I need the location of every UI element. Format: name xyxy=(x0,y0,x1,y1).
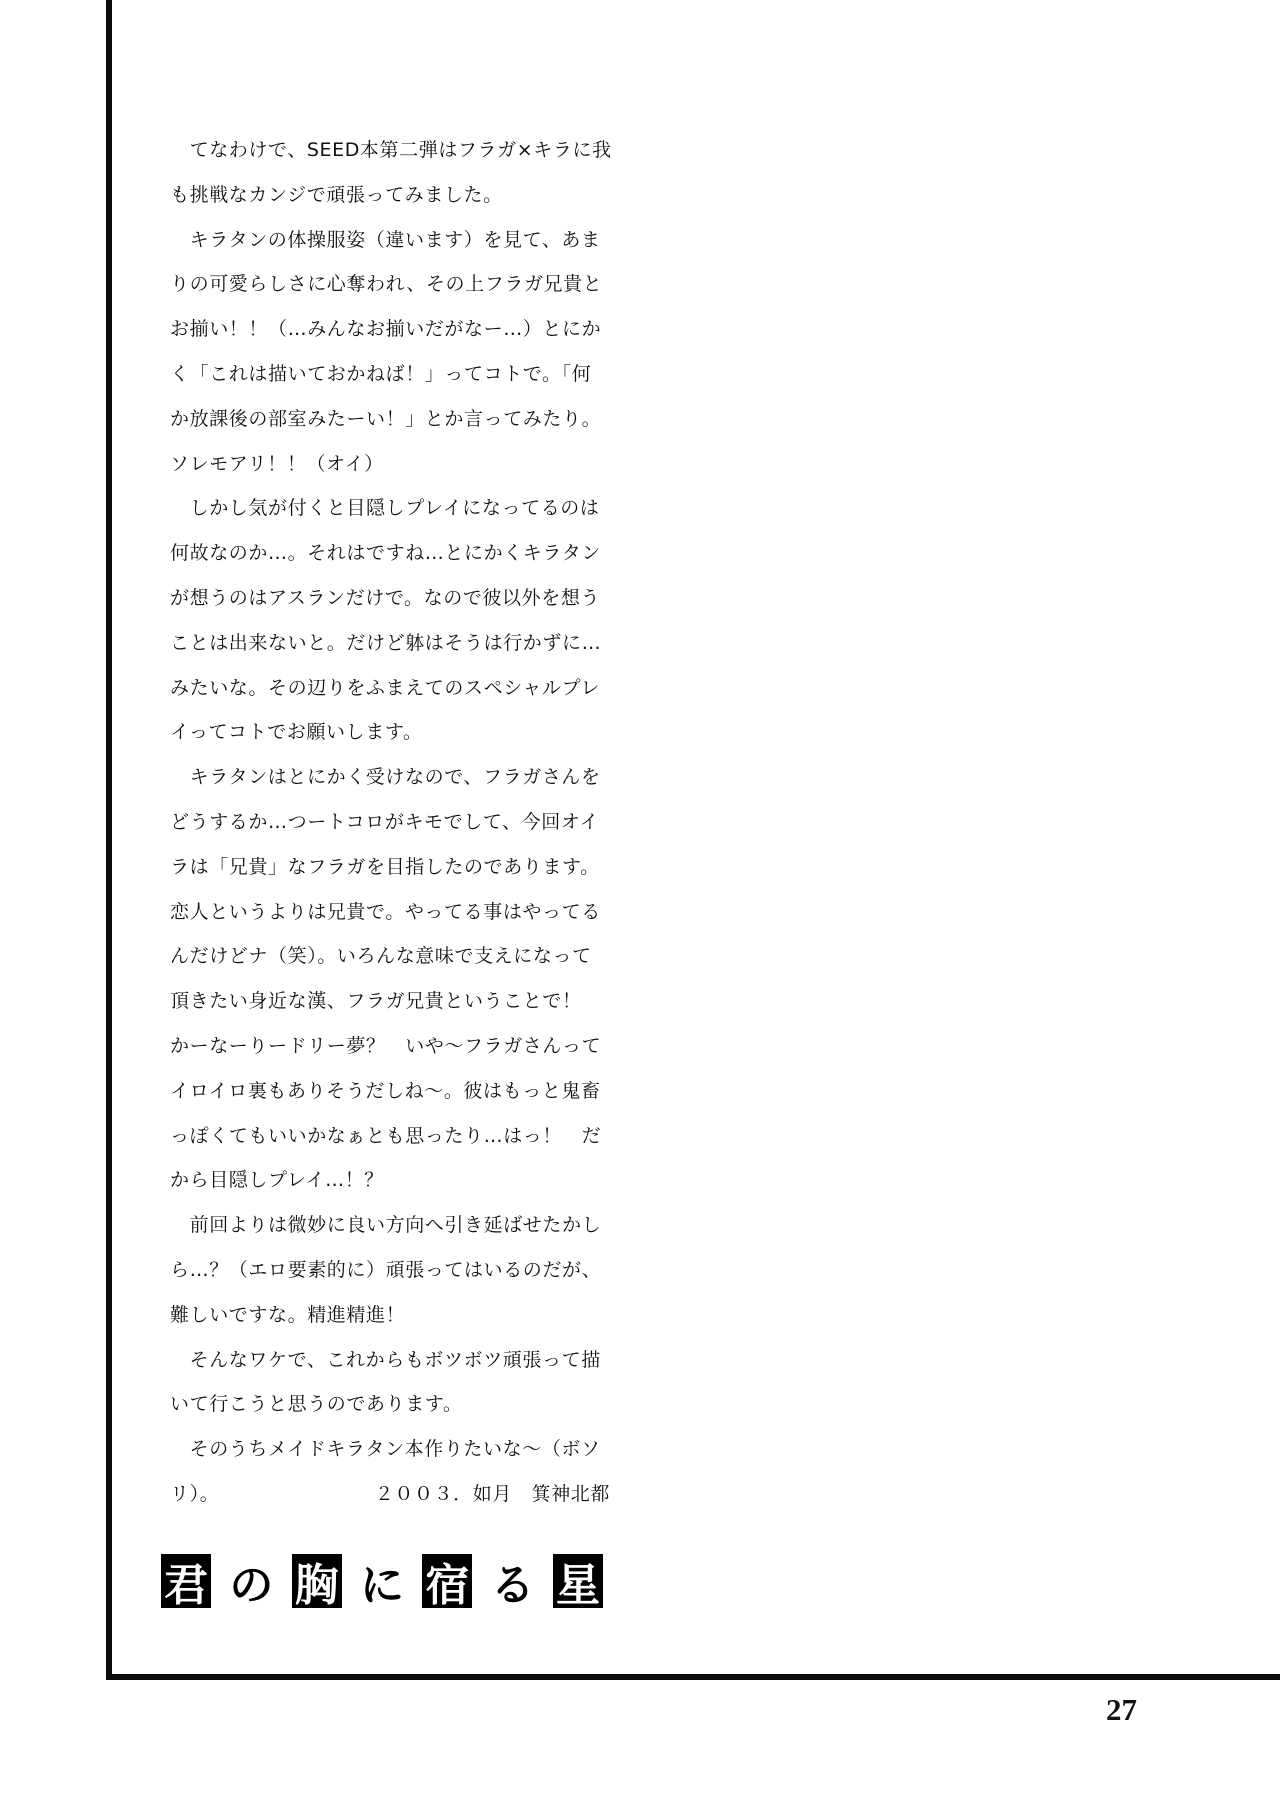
text-line: ラは「兄貴」なフラガを目指したのであります。 xyxy=(170,855,600,878)
title-char: の xyxy=(229,1560,274,1611)
text-line: そのうちメイドキラタン本作りたいな～（ボソ xyxy=(170,1438,601,1461)
text-line: く「これは描いておかねば！」ってコトで。「何 xyxy=(170,362,592,385)
afterword-lines xyxy=(170,128,610,1472)
signature-date: ２００３．如月 xyxy=(374,1482,512,1505)
closing-text: リ）。 xyxy=(170,1482,220,1505)
text-line: っぽくてもいいかなぁとも思ったり…はっ！ だ xyxy=(170,1124,602,1147)
story-title-logo xyxy=(161,1553,603,1609)
title-char: 宿 xyxy=(422,1554,472,1608)
title-char: 君 xyxy=(161,1554,211,1608)
page-number: 27 xyxy=(1106,1692,1137,1727)
text-line: も挑戦なカンジで頑張ってみました。 xyxy=(170,183,503,206)
text-line: 恋人というよりは兄貴で。やってる事はやってる xyxy=(170,900,601,923)
text-line: 前回よりは微妙に良い方向へ引き延ばせたかし xyxy=(170,1214,602,1237)
text-line: ソレモアリ！！（オイ） xyxy=(170,452,384,475)
text-line: ら…？（エロ要素的に）頑張ってはいるのだが、 xyxy=(170,1258,602,1281)
text-line: いて行こうと思うのであります。 xyxy=(170,1393,463,1416)
text-line: 何故なのか…。それはですね…とにかくキラタン xyxy=(170,542,602,565)
title-char: 星 xyxy=(553,1554,603,1608)
text-line: から目隠しプレイ…！？ xyxy=(170,1169,384,1192)
text-line: キラタンはとにかく受けなので、フラガさんを xyxy=(170,766,601,789)
signature xyxy=(375,1472,610,1517)
title-char: に xyxy=(359,1560,404,1611)
text-line: しかし気が付くと目隠しプレイになってるのは xyxy=(170,497,600,520)
text-line: りの可愛らしさに心奪われ、その上フラガ兄貴と xyxy=(170,273,603,296)
text-line: イってコトでお願いします。 xyxy=(170,721,423,744)
text-line: お揃い！！（…みんなお揃いだがなー…）とにか xyxy=(170,318,602,341)
afterword-text xyxy=(170,128,610,1517)
text-line: そんなワケで、これからもボツボツ頑張って描 xyxy=(170,1348,601,1371)
text-line: てなわけで、SEED本第二弾はフラガ×キラに我 xyxy=(170,139,612,161)
text-line: イロイロ裏もありそうだしね～。彼はもっと鬼畜 xyxy=(170,1079,601,1102)
text-line: ことは出来ないと。だけど躰はそうは行かずに… xyxy=(170,631,602,654)
signature-author: 箕神北都 xyxy=(531,1482,610,1505)
text-line: かーなーりードリー夢？ いや～フラガさんって xyxy=(170,1034,602,1057)
page-frame-bottom-border xyxy=(106,1674,1280,1680)
text-line: か放課後の部室みたーい！」とか言ってみたり。 xyxy=(170,407,602,430)
title-char: る xyxy=(490,1560,535,1611)
text-line: キラタンの体操服姿（違います）を見て、あま xyxy=(170,228,601,251)
closing-line xyxy=(170,1472,610,1517)
text-line: みたいな。その辺りをふまえてのスペシャルプレ xyxy=(170,676,601,699)
text-line: 頂きたい身近な漢、フラガ兄貴ということで！ xyxy=(170,990,582,1013)
text-line: んだけどナ（笑）。いろんな意味で支えになって xyxy=(170,945,592,968)
text-line: が想うのはアスランだけで。なので彼以外を想う xyxy=(170,586,601,609)
title-char: 胸 xyxy=(292,1554,342,1608)
text-line: 難しいですな。精進精進！ xyxy=(170,1303,406,1326)
text-line: どうするか…つートコロがキモでして、今回オイ xyxy=(170,810,600,833)
page-frame-left-border xyxy=(106,0,112,1680)
